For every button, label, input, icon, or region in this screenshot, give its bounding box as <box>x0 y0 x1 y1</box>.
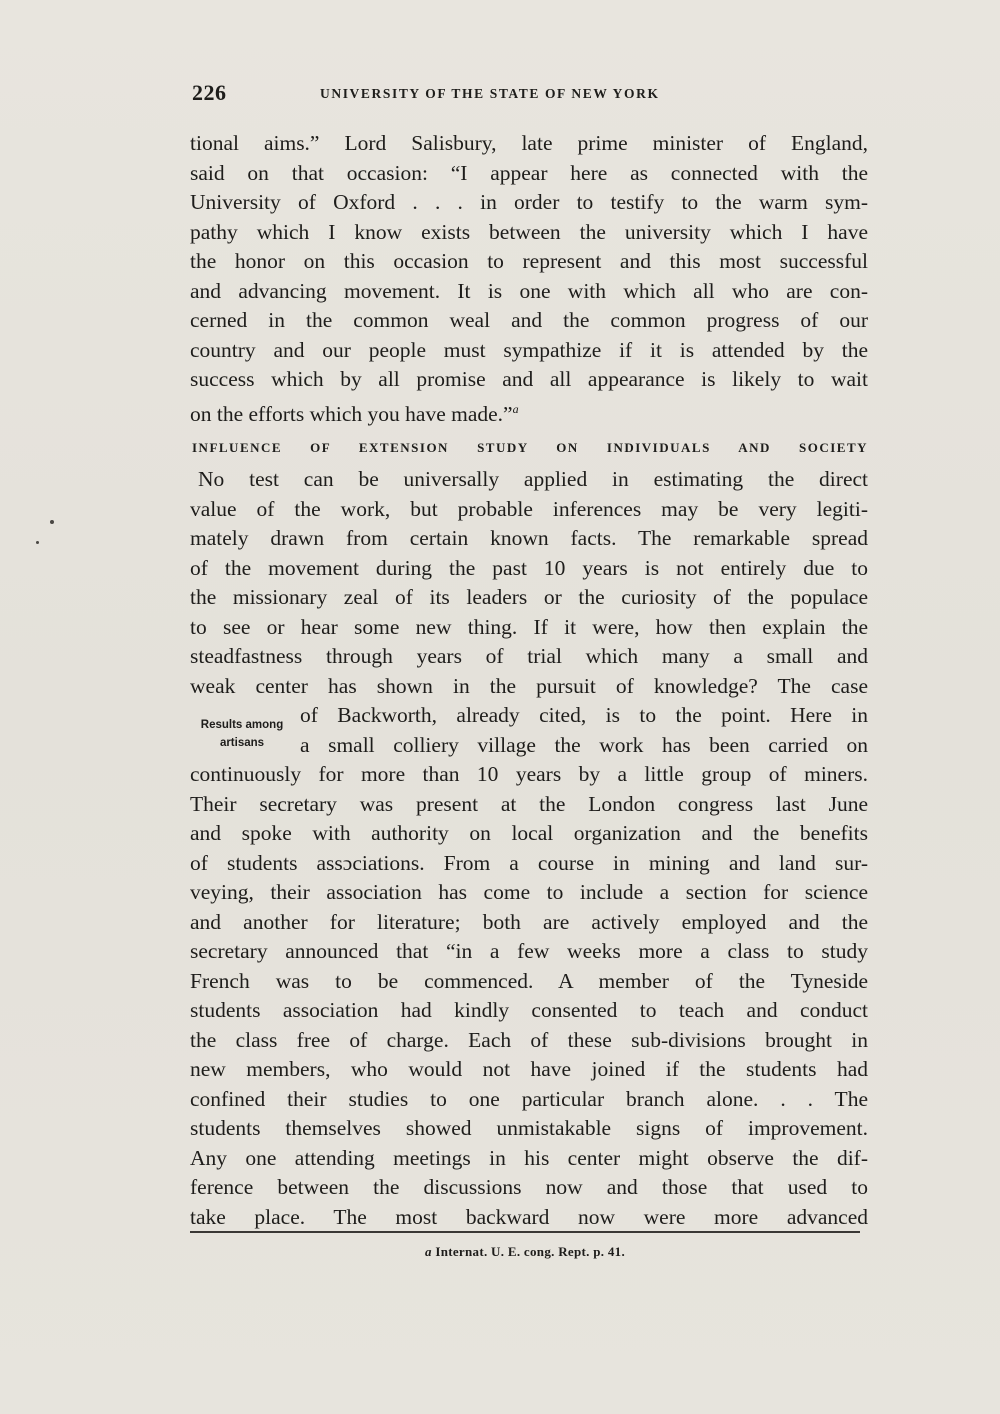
text-line-with-footnote <box>190 395 868 425</box>
footnote-marker: a <box>424 1244 432 1259</box>
text-line: secretary announced that “in a few weeks more a class to study <box>190 939 868 963</box>
text-line: said on that occasion: “I appear here as connected with the <box>190 160 868 185</box>
text-line: value of the work, but probable inferences may be very legiti- <box>190 496 868 521</box>
ink-speck-decoration <box>50 520 54 524</box>
text-line: on the efforts which you have made.” <box>190 401 513 426</box>
text-line: country and our people must sympathize if it is attended by the <box>190 337 868 362</box>
text-line: and spoke with authority on local organization and the benefits <box>190 821 868 845</box>
text-line: veying, their association has come to include a section for science <box>190 880 868 904</box>
text-line: the missionary zeal of its leaders or the curiosity of the populace <box>190 585 868 609</box>
text-line: new members, who would not have joined if the students had <box>190 1057 868 1081</box>
text-line: pathy which I know exists between the university which I have <box>190 219 868 244</box>
text-line: of Backworth, already cited, is to the point. Here in <box>300 703 868 727</box>
margin-note-line: artisans <box>219 737 265 749</box>
text-line: No test can be universally applied in estimating the direct <box>198 467 868 491</box>
text-line: take place. The most backward now were more advanced <box>190 1204 868 1229</box>
text-line: the class free of charge. Each of these sub-divisions brought in <box>190 1027 868 1052</box>
text-line: and another for literature; both are actively employed and the <box>190 909 868 934</box>
footnote-divider <box>190 1231 860 1233</box>
page-number: 226 <box>192 80 227 105</box>
margin-note <box>186 716 298 752</box>
text-line: French was to be commenced. A member of the Tyneside <box>190 968 868 993</box>
text-line: University of Oxford . . . in order to testify to the warm sym- <box>190 190 868 214</box>
text-line: success which by all promise and all appearance is likely to wait <box>190 367 868 391</box>
text-line: tional aims.” Lord Salisbury, late prime minister of England, <box>190 131 868 155</box>
text-line: and advancing movement. It is one with which all who are con- <box>190 278 868 303</box>
text-line: continuously for more than 10 years by a little group of miners. <box>190 762 868 786</box>
text-line: the honor on this occasion to represent and this most successful <box>190 249 868 273</box>
running-title: UNIVERSITY OF THE STATE OF NEW YORK <box>320 86 660 101</box>
text-line: a small colliery village the work has been carried on <box>300 732 868 757</box>
section-heading: INFLUENCE OF EXTENSION STUDY ON INDIVIDUALS AND SOCIETY <box>192 440 868 455</box>
ink-speck-decoration <box>36 541 39 544</box>
text-line: weak center has shown in the pursuit of knowledge? The case <box>190 673 868 698</box>
running-head <box>192 80 868 108</box>
text-line: Any one attending meetings in his center might observe the dif- <box>190 1145 868 1170</box>
text-line: cerned in the common weal and the common progress of our <box>190 308 868 332</box>
text-line: mately drawn from certain known facts. The remarkable spread <box>190 526 868 550</box>
footnote-reference[interactable]: a <box>512 401 519 416</box>
text-line: of the movement during the past 10 years is not entirely due to <box>190 555 868 580</box>
text-line: ference between the discussions now and those that used to <box>190 1175 868 1199</box>
margin-note-line: Results among <box>200 719 284 731</box>
footnote <box>190 1244 860 1260</box>
text-line: confined their studies to one particular branch alone. . . The <box>190 1086 868 1111</box>
text-line: Their secretary was present at the London congress last June <box>190 791 868 816</box>
text-line: students themselves showed unmistakable signs of improvement. <box>190 1116 868 1140</box>
text-line: to see or hear some new thing. If it were, how then explain the <box>190 614 868 639</box>
text-line: students association had kindly consented to teach and conduct <box>190 998 868 1022</box>
text-line: of students assɔciations. From a course in mining and land sur- <box>190 850 868 875</box>
footnote-text: Internat. U. E. cong. Rept. p. 41. <box>435 1244 626 1259</box>
paragraph-2 <box>190 465 868 1232</box>
text-line: steadfastness through years of trial which many a small and <box>190 644 868 668</box>
paragraph-1 <box>190 129 868 424</box>
